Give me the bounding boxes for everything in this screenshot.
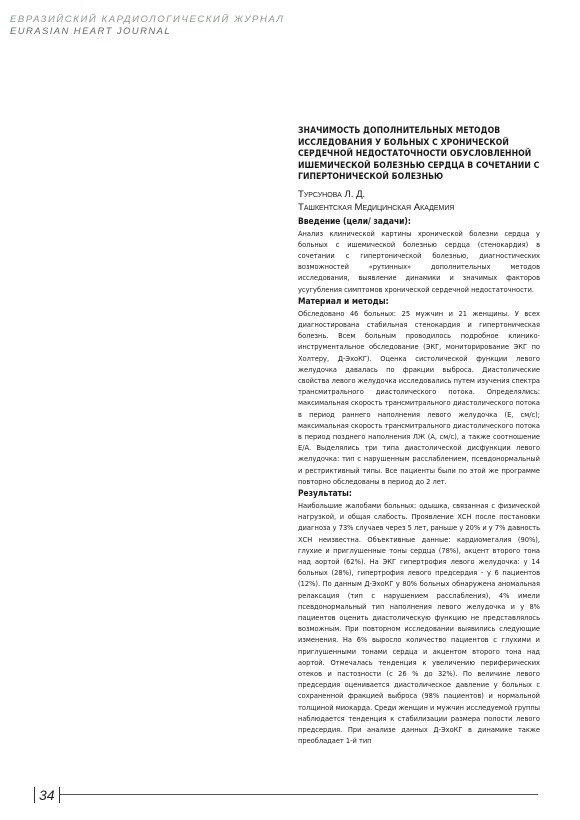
article-author: Турсунова Л. Д. (298, 188, 366, 200)
page-number-divider (59, 787, 60, 803)
page-number: 34 (39, 787, 55, 803)
section-results (298, 488, 540, 746)
section-text: Наибольшие жалобами больных: одышка, связанная с физической нагрузкой, и общая слабость. Проявление ХСН после постановки диагноза у 73% случаев через 5 лет, раньше у 20% и у 7% давность ХСН неизвестна. Объективные данные: кардиомегалия (90%), глухие и приглушенные тоны сердца (78%), акцент второго тона над аортой (62%). На ЭКГ гипертрофия левого желудочка: у 14 больных (28%), гипертрофия левого предсердия - у 6 пациентов (12%). По данным Д-ЭхоКГ у 80% больных обнаружена аномальная релаксация (тип с нарушением расслабления), 4% имели псевдонормальный тип наполнения левого желудочка и у 8% пациентов оценить диастолическую функцию не представлялось возможным. При повторном исследовании выявились следующие изменения. На 6% выросло количество пациентов с глухими и приглушенными тонами сердца и акцентом второго тона над аортой. Отмечалась тенденция к увеличению периферических отеков и пастозности (с 26 % до 32%). По величине левого предсердия оценивается диастолическое давление у больных с сохраненной фракцией выброса (98% пациентов) и нормальной толщиной миокарда. Среди женщин и мужчин исследуемой группы наблюдается тенденция к стабилизации размера полости левого предсердия. При анализе данных Д-ЭхоКГ в динамике также преобладает 1-й тип (298, 500, 540, 746)
article-organization: Ташкентская Медицинская Академия (298, 201, 455, 213)
section-text: Анализ клинической картины хронической болезни сердца у больных с ишемической болезнью сердца (стенокардия) в сочетании с гипертонической болезнью, диагностических возможностей «рутинных» дополнительных методов исследования, выявление динамики и значимых факторов усугубления симптомов хронической сердечной недостаточности. (298, 228, 540, 294)
journal-header (10, 14, 285, 38)
section-heading: Материал и методы: (298, 295, 389, 306)
footer-rule (60, 794, 538, 795)
journal-name-ru: ЕВРАЗИЙСКИЙ КАРДИОЛОГИЧЕСКИЙ ЖУРНАЛ (10, 14, 285, 25)
journal-name-en: EURASIAN HEART JOURNAL (10, 26, 172, 37)
page-footer (34, 786, 60, 804)
section-heading: Введение (цели/ задачи): (298, 215, 411, 226)
section-methods (298, 296, 540, 487)
article (298, 126, 540, 746)
section-text: Обследовано 46 больных: 25 мужчин и 21 женщины. У всех диагностирована стабильная стенокардия и гипертоническая болезнь. Всем больным проводилось подробное клинико-инструментальное обследование (ЭКГ, мониторирование ЭКГ по Холтеру, Д-ЭхоКГ). Оценка систолической функции левого желудочка давалась по фракции выброса. Диастолические свойства левого желудочка исследовались путем изучения спектра трансмитрального диастолического потока. Определялись: максимальная скорость трансмитрального диастолического потока в период раннего наполнения левого желудочка (Е, см/с); максимальная скорость трансмитрального диастолического потока в период позднего наполнения ЛЖ (А, см/с), а также соотношение Е/А. Выделялись три типа диастолической дисфункции левого желудочка: тип с нарушенным расслаблением, псевдонормальный и рестриктивный типы. Все пациенты были по этой же программе повторно обследованы в период до 2 лет. (298, 308, 540, 486)
page-number-divider (34, 787, 35, 803)
section-heading: Результаты: (298, 487, 352, 498)
article-title: ЗНАЧИМОСТЬ ДОПОЛНИТЕЛЬНЫХ МЕТОДОВ ИССЛЕДОВАНИЯ У БОЛЬНЫХ С ХРОНИЧЕСКОЙ СЕРДЕЧНОЙ НЕДОСТАТОЧНОСТИ ОБУСЛОВЛЕННОЙ ИШЕМИЧЕСКОЙ БОЛЕЗНЬЮ СЕРДЦА В СОЧЕТАНИИ С ГИПЕРТОНИЧЕСКОЙ БОЛЕЗНЬЮ (298, 126, 540, 182)
section-introduction (298, 216, 540, 295)
